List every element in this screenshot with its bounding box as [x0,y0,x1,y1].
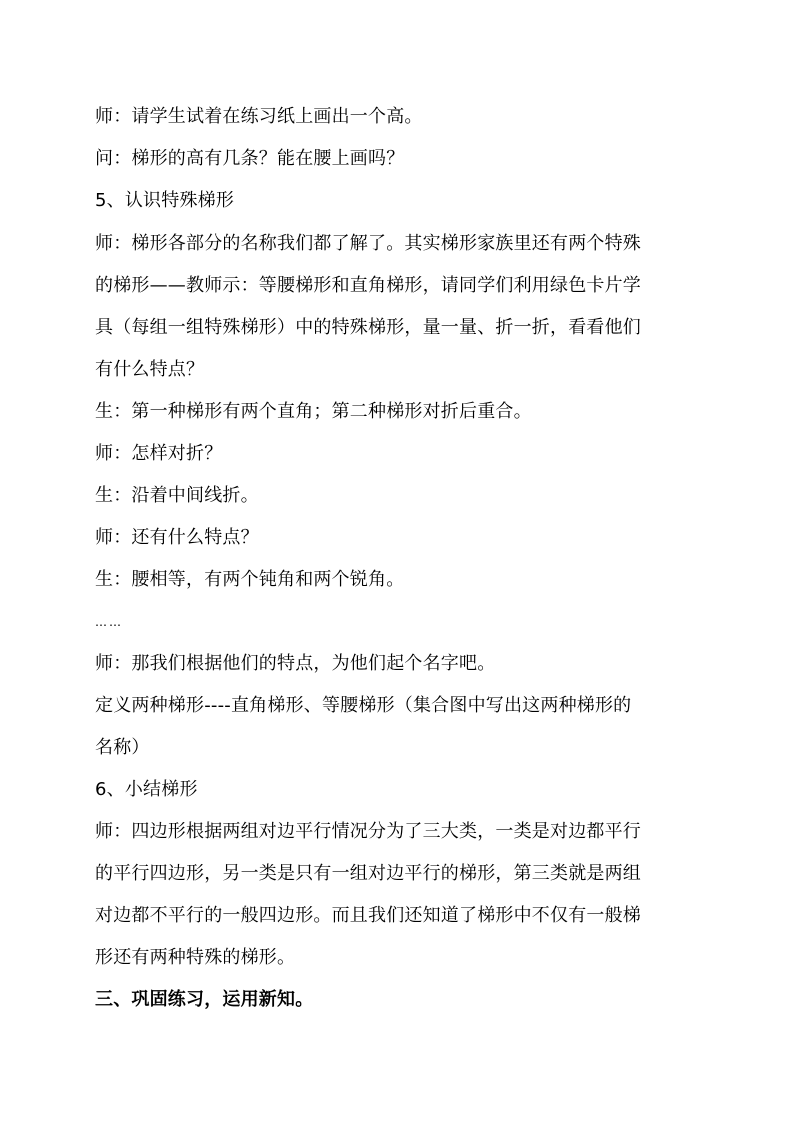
text-line: 师：请学生试着在练习纸上画出一个高。 [95,106,423,127]
text-line: 对边都不平行的一般四边形。而且我们还知道了梯形中不仅有一般梯 [95,905,641,926]
ellipsis-line: …… [95,615,123,629]
text-line: 的平行四边形，另一类是只有一组对边平行的梯形，第三类就是两组 [95,863,641,884]
text-line: 师：怎样对折？ [95,443,223,464]
text-line: 师：梯形各部分的名称我们都了解了。其实梯形家族里还有两个特殊 [95,233,641,254]
section-heading: 5、认识特殊梯形 [95,190,235,211]
text-line: 形还有两种特殊的梯形。 [95,947,296,968]
section-heading: 三、巩固练习，运用新知。 [95,989,314,1010]
text-line: 的梯形——教师示：等腰梯形和直角梯形，请同学们利用绿色卡片学 [95,275,641,296]
text-line: 名称） [95,737,150,758]
text-line: 具（每组一组特殊梯形）中的特殊梯形，量一量、折一折，看看他们 [95,317,641,338]
text-line: 师：四边形根据两组对边平行情况分为了三大类，一类是对边都平行 [95,821,641,842]
section-heading: 6、小结梯形 [95,779,198,800]
text-line: 定义两种梯形----直角梯形、等腰梯形（集合图中写出这两种梯形的 [95,695,632,716]
text-line: 师：还有什么特点？ [95,527,259,548]
text-line: 师：那我们根据他们的特点，为他们起个名字吧。 [95,653,496,674]
text-line: 问：梯形的高有几条？能在腰上画吗？ [95,148,405,169]
text-line: 生：沿着中间线折。 [95,485,259,506]
text-line: 生：第一种梯形有两个直角；第二种梯形对折后重合。 [95,401,532,422]
text-line: 有什么特点？ [95,359,205,380]
text-line: 生：腰相等，有两个钝角和两个锐角。 [95,569,405,590]
